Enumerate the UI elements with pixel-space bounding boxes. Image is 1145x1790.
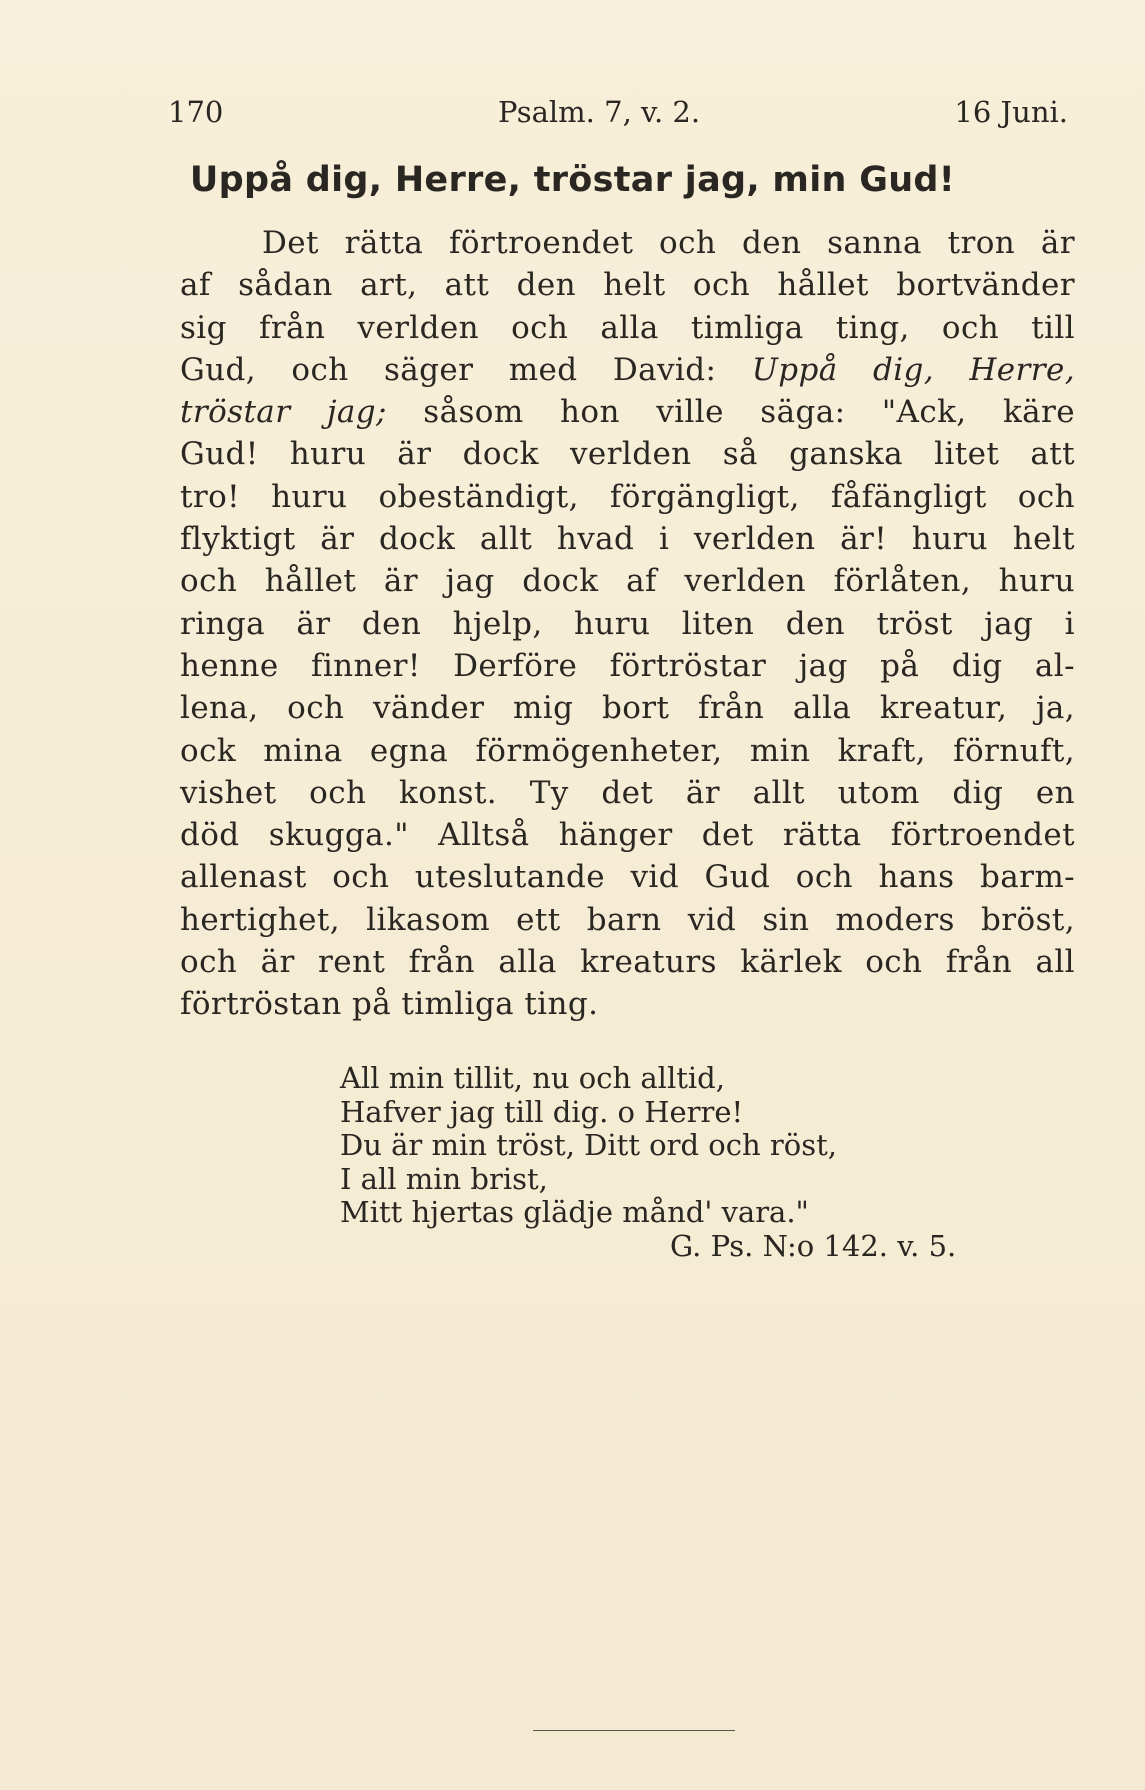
text-line: tro! huru obeständigt, förgängligt, fåfängligt och xyxy=(180,478,1075,515)
text-line: af sådan art, att den helt och hållet bortvänder xyxy=(180,267,1075,304)
running-title: Psalm. 7, v. 2. xyxy=(498,95,701,129)
verse-line: I all min brist, xyxy=(340,1161,548,1196)
text-segment: Gud, och säger med David: xyxy=(180,351,717,388)
text-segment: såsom hon ville säga: "Ack, käre xyxy=(423,394,1075,431)
text-line: ock mina egna förmögenheter, min kraft, förnuft, xyxy=(180,732,1075,769)
quoted-psalm-text: Uppå dig, Herre, xyxy=(751,351,1075,388)
text-line: död skugga." Alltså hänger det rätta förtroendet xyxy=(180,817,1075,854)
verse-source: G. Ps. N:o 142. v. 5. xyxy=(670,1228,957,1263)
text-line: henne finner! Derföre förtröstar jag på dig al- xyxy=(180,647,1075,684)
text-line xyxy=(180,391,1075,433)
verse-line: All min tillit, nu och alltid, xyxy=(340,1061,725,1095)
body-paragraph xyxy=(180,222,1075,1026)
divider-rule xyxy=(533,1730,735,1731)
text-line xyxy=(180,349,1075,391)
text-line: och hållet är jag dock af verlden förlåten, huru xyxy=(180,563,1075,600)
text-line: lena, och vänder mig bort från alla kreatur, ja, xyxy=(180,690,1075,727)
verse-line: Mitt hjertas glädje månd' vara." xyxy=(340,1195,809,1229)
text-line: förtröstan på timliga ting. xyxy=(180,986,599,1023)
text-line: Gud! huru är dock verlden så ganska litet att xyxy=(180,436,1075,473)
header-date: 16 Juni. xyxy=(954,95,1068,129)
verse-line: Hafver jag till dig. o Herre! xyxy=(340,1094,744,1129)
text-line: Det rätta förtroendet och den sanna tron är xyxy=(262,225,1075,261)
page-header xyxy=(168,92,1068,132)
text-line: hertighet, likasom ett barn vid sin moders bröst, xyxy=(180,901,1075,938)
verse-line: Du är min tröst, Ditt ord och röst, xyxy=(340,1128,837,1162)
hymn-verse xyxy=(340,1062,1020,1263)
text-line: flyktigt är dock allt hvad i verlden är! huru helt xyxy=(180,521,1075,558)
text-line: och är rent från alla kreaturs kärlek och från all xyxy=(180,944,1075,981)
text-line: ringa är den hjelp, huru liten den tröst jag i xyxy=(180,605,1075,642)
section-heading: Uppå dig, Herre, tröstar jag, min Gud! xyxy=(189,160,956,200)
text-line: vishet och konst. Ty det är allt utom dig en xyxy=(180,774,1075,811)
page-number: 170 xyxy=(168,95,224,129)
quoted-psalm-text: tröstar jag; xyxy=(180,394,387,431)
text-line: sig från verlden och alla timliga ting, och till xyxy=(180,309,1075,346)
text-line: allenast och uteslutande vid Gud och hans barm- xyxy=(180,859,1075,896)
